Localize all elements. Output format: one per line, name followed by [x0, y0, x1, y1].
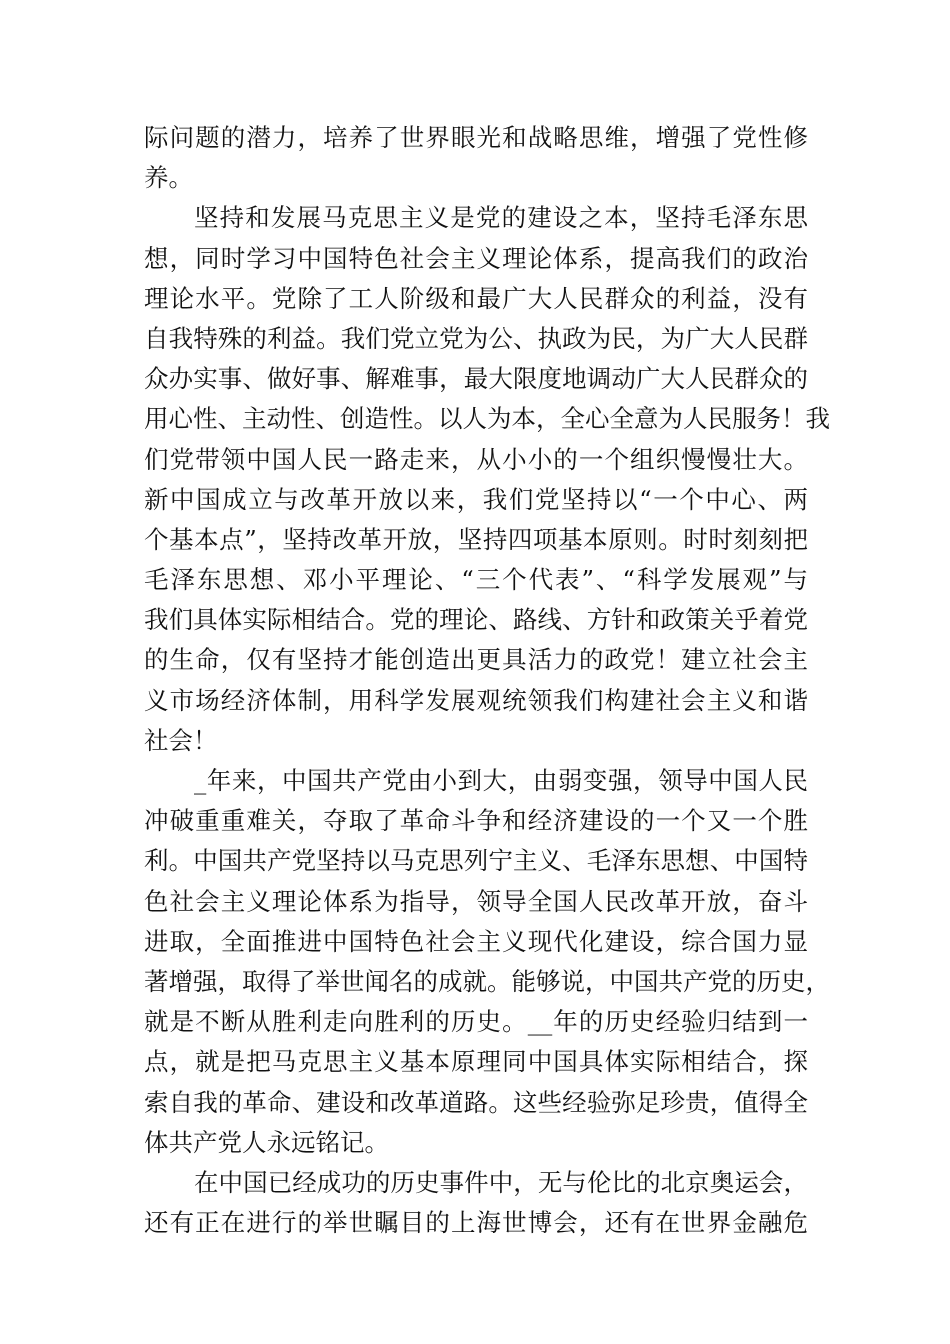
text-line: 理论水平。党除了工人阶级和最广大人民群众的利益，没有 [144, 283, 808, 313]
text-line: 养。 [144, 163, 193, 193]
text-line: 众办实事、做好事、解难事，最大限度地调动广大人民群众的 [144, 364, 808, 394]
text-line: 进取，全面推进中国特色社会主义现代化建设，综合国力显 [144, 926, 808, 956]
text-line: _年来，中国共产党由小到大，由弱变强，领导中国人民 [194, 766, 808, 795]
text-line: 著增强，取得了举世闻名的成就。能够说，中国共产党的历史， [144, 966, 830, 996]
text-line: 在中国已经成功的历史事件中，无与伦比的北京奥运会， [194, 1167, 808, 1197]
text-line: 冲破重重难关，夺取了革命斗争和经济建设的一个又一个胜 [144, 806, 808, 836]
text-line: 们党带领中国人民一路走来，从小小的一个组织慢慢壮大。 [144, 444, 808, 474]
text-line: 个基本点”，坚持改革开放，坚持四项基本原则。时时刻刻把 [144, 524, 808, 554]
text-line: 我们具体实际相结合。党的理论、路线、方针和政策关乎着党 [144, 605, 808, 635]
text-line: 点，就是把马克思主义基本原理同中国具体实际相结合，探 [144, 1047, 808, 1077]
text-line: 用心性、主动性、创造性。以人为本，全心全意为人民服务！我 [144, 404, 830, 434]
text-line: 利。中国共产党坚持以马克思列宁主义、毛泽东思想、中国特 [144, 846, 808, 876]
text-line: 际问题的潜力，培养了世界眼光和战略思维，增强了党性修 [144, 123, 808, 152]
text-line: 的生命，仅有坚持才能创造出更具活力的政党！建立社会主 [144, 645, 808, 675]
text-line: 社会！ [144, 725, 218, 755]
text-line: 坚持和发展马克思主义是党的建设之本，坚持毛泽东思 [194, 203, 808, 233]
text-line: 就是不断从胜利走向胜利的历史。__年的历史经验归结到一 [144, 1007, 808, 1037]
text-line: 色社会主义理论体系为指导，领导全国人民改革开放，奋斗 [144, 886, 808, 916]
text-line: 体共产党人永远铭记。 [144, 1127, 389, 1157]
document-body [144, 118, 830, 1243]
text-line: 自我特殊的利益。我们党立党为公、执政为民，为广大人民群 [144, 323, 808, 353]
text-line: 想，同时学习中国特色社会主义理论体系，提高我们的政治 [144, 243, 808, 273]
text-line: 义市场经济体制，用科学发展观统领我们构建社会主义和谐 [144, 685, 808, 715]
text-line: 索自我的革命、建设和改革道路。这些经验弥足珍贵，值得全 [144, 1087, 808, 1117]
text-line: 新中国成立与改革开放以来，我们党坚持以“一个中心、两 [144, 484, 808, 514]
text-line: 还有正在进行的举世瞩目的上海世博会，还有在世界金融危 [144, 1208, 808, 1238]
text-line: 毛泽东思想、邓小平理论、“三个代表”、“科学发展观”与 [144, 565, 808, 595]
